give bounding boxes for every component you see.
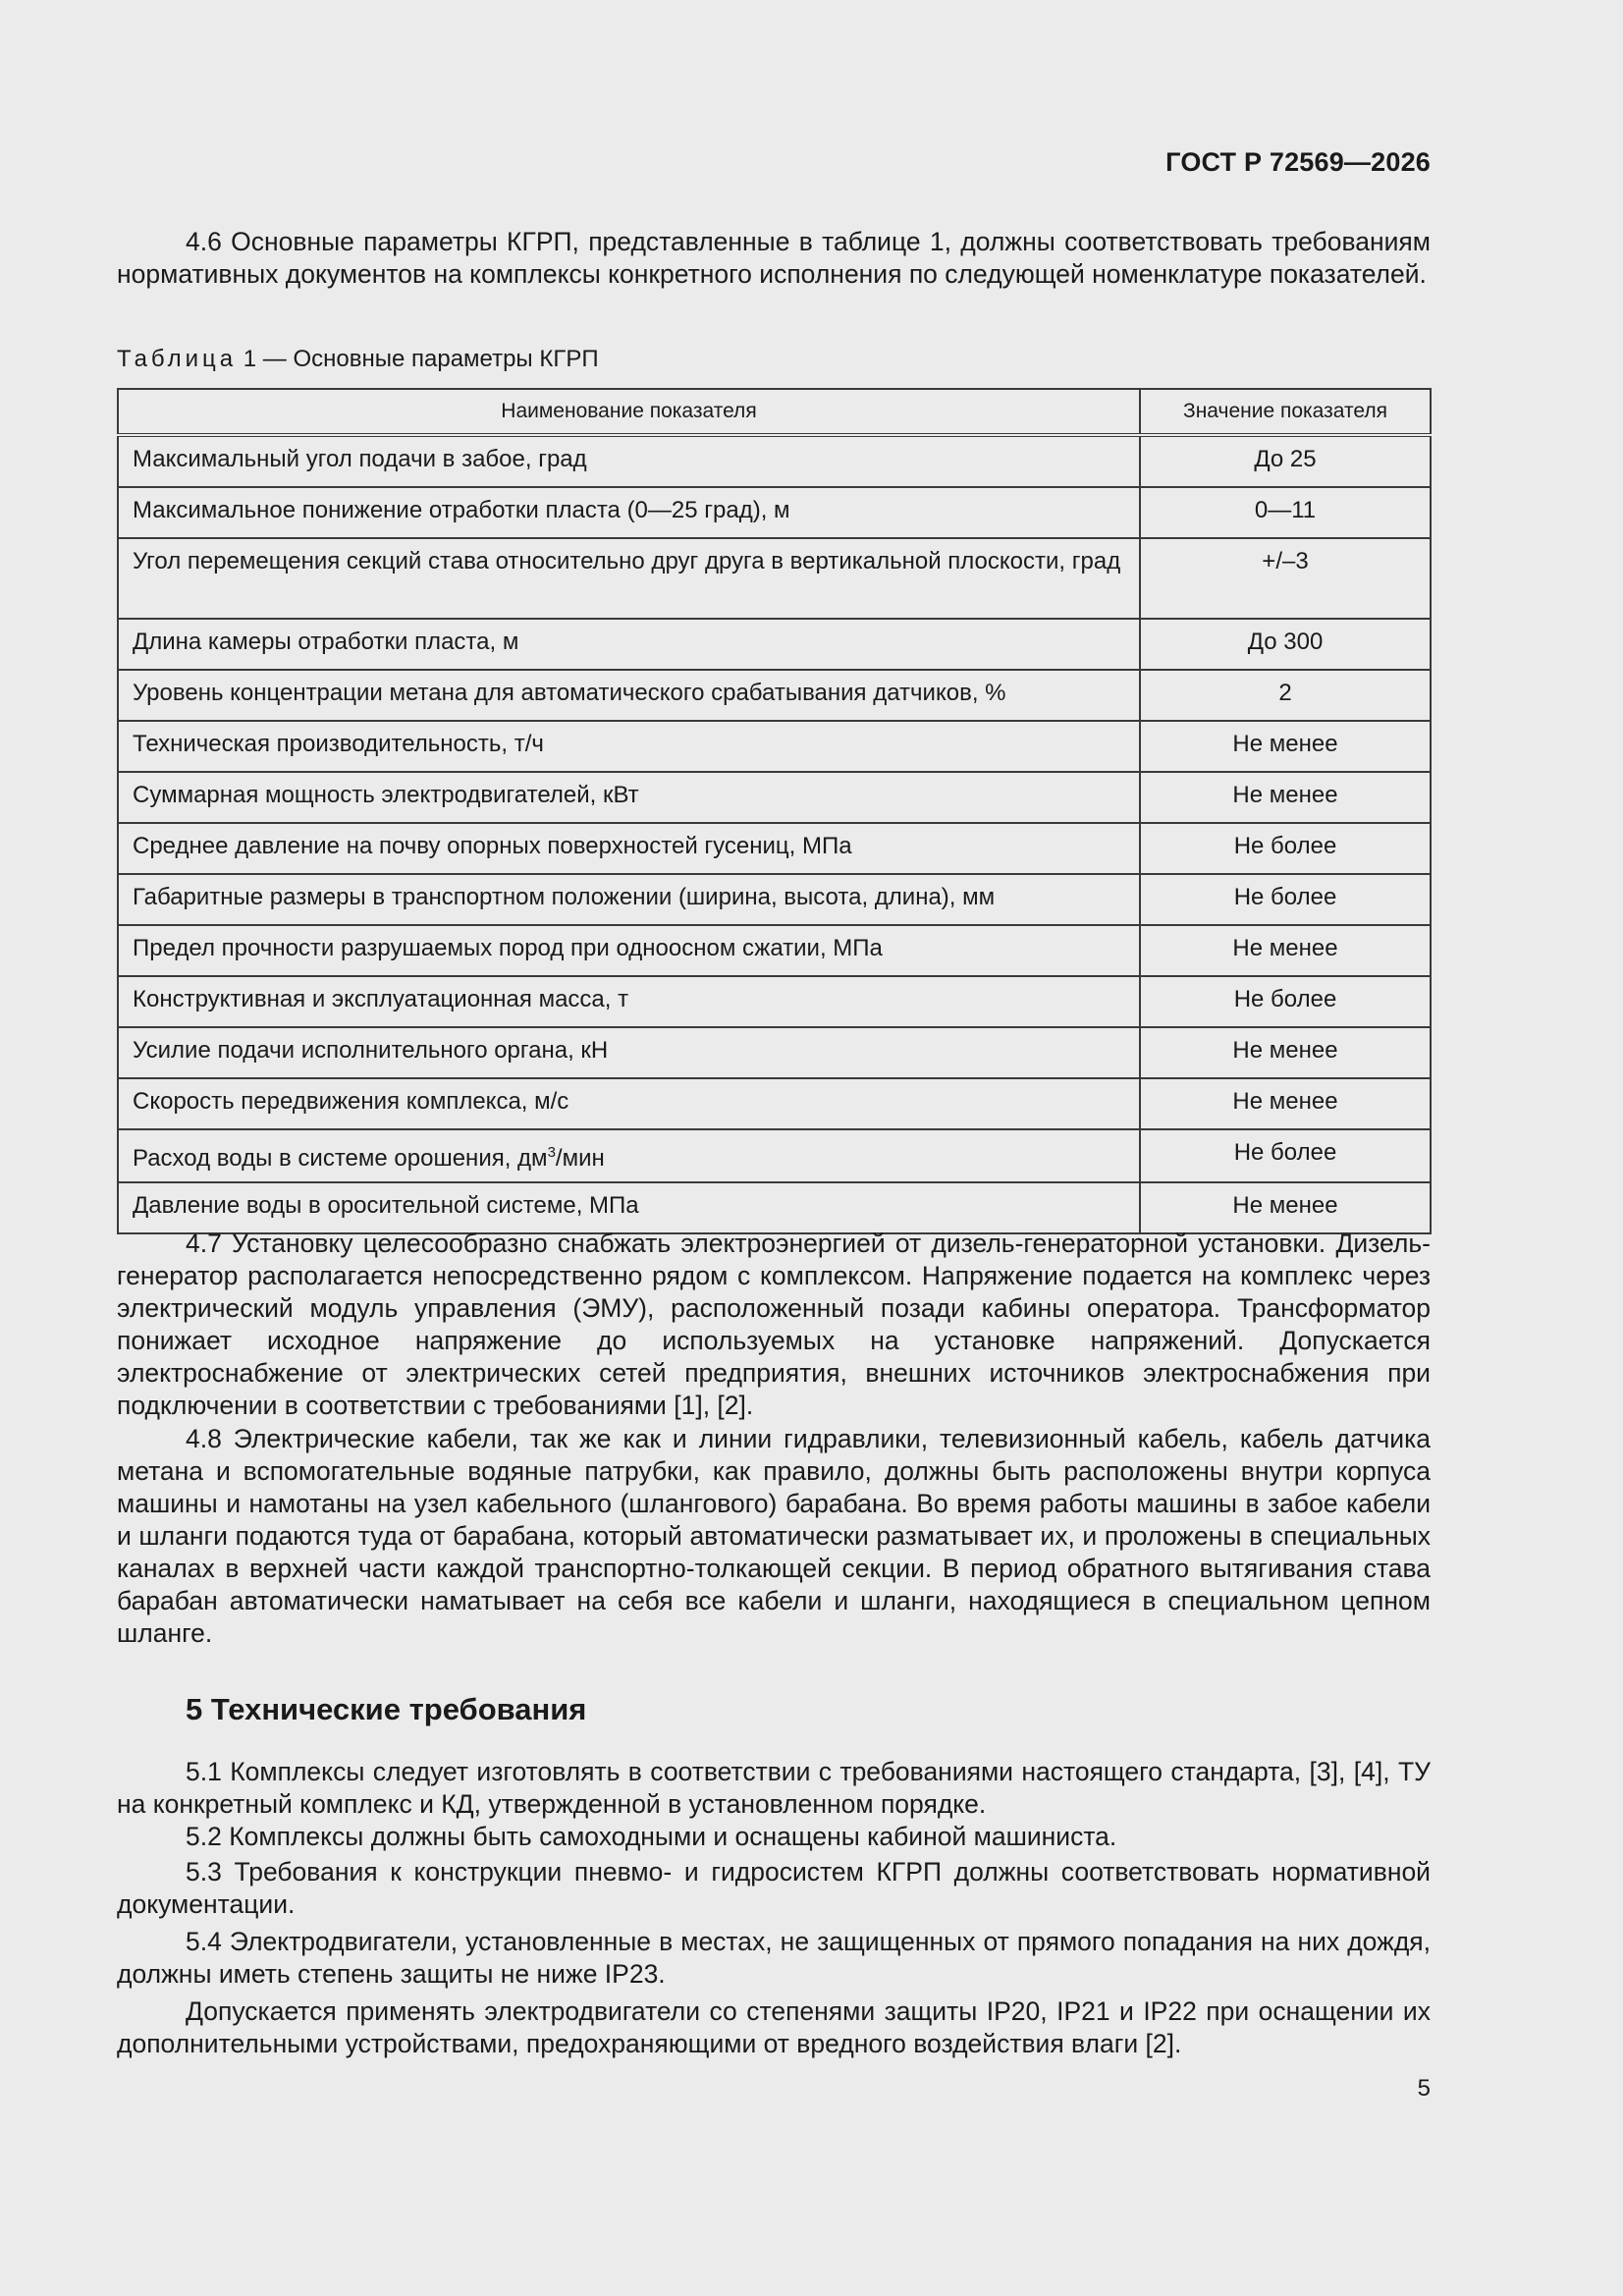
- row-value: Не менее: [1140, 1078, 1431, 1129]
- paragraph-4-6: 4.6 Основные параметры КГРП, представленные в таблице 1, должны соответствовать требованиям нормативных документов на комплексы конкретного исполнения по следующей номенклатуре показателей.: [117, 227, 1431, 289]
- row-name: Среднее давление на почву опорных поверхностей гусениц, МПа: [118, 823, 1140, 874]
- row-value: Не менее: [1140, 1182, 1431, 1233]
- paragraph-5-3: 5.3 Требования к конструкции пневмо- и гидросистем КГРП должны соответствовать нормативной документации.: [117, 1857, 1431, 1919]
- column-header-name: Наименование показателя: [118, 389, 1140, 435]
- document-id-header: ГОСТ Р 72569—2026: [1165, 147, 1431, 177]
- row-name: Усилие подачи исполнительного органа, кН: [118, 1027, 1140, 1078]
- row-name: Уровень концентрации метана для автоматического срабатывания датчиков, %: [118, 670, 1140, 721]
- section-5-title: 5 Технические требования: [186, 1692, 587, 1726]
- paragraph-5-2: 5.2 Комплексы должны быть самоходными и оснащены кабиной машиниста.: [186, 1822, 1117, 1851]
- table-row: [118, 487, 1431, 538]
- row-name: Скорость передвижения комплекса, м/с: [118, 1078, 1140, 1129]
- document-page: [117, 0, 1431, 2296]
- row-name: [118, 1129, 1140, 1182]
- paragraph-5-4: 5.4 Электродвигатели, установленные в местах, не защищенных от прямого попадания на них дождя, должны иметь степень защиты не ниже IP23.: [117, 1927, 1431, 1989]
- row-name: Максимальный угол подачи в забое, град: [118, 435, 1140, 487]
- table-row: [118, 670, 1431, 721]
- row-name-suffix: /мин: [555, 1145, 605, 1172]
- parameters-table: [117, 388, 1432, 1234]
- table-row: [118, 1129, 1431, 1182]
- table-row: [118, 1182, 1431, 1233]
- row-value: 0—11: [1140, 487, 1431, 538]
- table-row: [118, 1078, 1431, 1129]
- row-value: Не менее: [1140, 1027, 1431, 1078]
- row-name: Конструктивная и эксплуатационная масса, т: [118, 976, 1140, 1027]
- paragraph-5-1: 5.1 Комплексы следует изготовлять в соответствии с требованиями настоящего стандарта, [3], [4], ТУ на конкретный комплекс и КД, утвержденной в установленном порядке.: [117, 1757, 1431, 1819]
- table-row: [118, 435, 1431, 487]
- row-value: Не более: [1140, 976, 1431, 1027]
- row-value: Не более: [1140, 1129, 1431, 1182]
- paragraph-5-4-note: Допускается применять электродвигатели со степенями защиты IP20, IP21 и IP22 при оснащении их дополнительными устройствами, предохраняющими от вредного воздействия влаги [2].: [117, 1996, 1431, 2058]
- table-row: [118, 538, 1431, 619]
- column-header-value: Значение показателя: [1140, 389, 1431, 435]
- table-row: [118, 721, 1431, 772]
- row-name: Максимальное понижение отработки пласта (0—25 град), м: [118, 487, 1140, 538]
- row-value: Не более: [1140, 823, 1431, 874]
- table-row: [118, 976, 1431, 1027]
- row-value: Не более: [1140, 874, 1431, 925]
- table-row: [118, 772, 1431, 823]
- row-value: Не менее: [1140, 925, 1431, 976]
- table-row: [118, 1027, 1431, 1078]
- table-row: [118, 823, 1431, 874]
- row-name: Давление воды в оросительной системе, МПа: [118, 1182, 1140, 1233]
- row-name: Предел прочности разрушаемых пород при одноосном сжатии, МПа: [118, 925, 1140, 976]
- row-name: Длина камеры отработки пласта, м: [118, 619, 1140, 670]
- table-caption-text: 1 — Основные параметры КГРП: [237, 346, 599, 372]
- row-value: +/–3: [1140, 538, 1431, 619]
- paragraph-4-8: 4.8 Электрические кабели, так же как и линии гидравлики, телевизионный кабель, кабель датчика метана и вспомогательные водяные патрубки, как правило, должны быть расположены внутри корпуса машины и намотаны на узел кабельного (шлангового) барабана. Во время работы машины в забое кабели и шланги подаются туда от барабана, который автоматически разматывает их, и проложены в специальных каналах в верхней части каждой транспортно-толкающей секции. В период обратного вытягивания става барабан автоматически наматывает на себя все кабели и шланги, находящиеся в специальном цепном шланге.: [117, 1424, 1431, 1648]
- paragraph-4-7: 4.7 Установку целесообразно снабжать электроэнергией от дизель-генераторной установки. Дизель-генератор располагается непосредственно рядом с комплексом. Напряжение подается на комплекс через электрический модуль управления (ЭМУ), расположенный позади кабины оператора. Трансформатор понижает исходное напряжение до используемых на установке напряжений. Допускается электроснабжение от электрических сетей предприятия, внешних источников электроснабжения при подключении в соответствии с требованиями [1], [2].: [117, 1229, 1431, 1420]
- row-value: 2: [1140, 670, 1431, 721]
- row-name-text: Расход воды в системе орошения, дм: [133, 1145, 548, 1172]
- row-value: Не менее: [1140, 721, 1431, 772]
- row-name: Техническая производительность, т/ч: [118, 721, 1140, 772]
- table-row: [118, 619, 1431, 670]
- table-caption-prefix: Таблица: [117, 346, 238, 372]
- row-value: До 300: [1140, 619, 1431, 670]
- table-caption: [117, 346, 599, 373]
- row-name: Угол перемещения секций става относительно друг друга в вертикальной плоскости, град: [118, 538, 1140, 619]
- row-name-superscript: 3: [547, 1144, 556, 1161]
- table-header-row: [118, 389, 1431, 435]
- row-value: Не менее: [1140, 772, 1431, 823]
- row-value: До 25: [1140, 435, 1431, 487]
- table-row: [118, 874, 1431, 925]
- page-number: 5: [1417, 2075, 1431, 2102]
- row-name: Суммарная мощность электродвигателей, кВт: [118, 772, 1140, 823]
- table-row: [118, 925, 1431, 976]
- row-name: Габаритные размеры в транспортном положении (ширина, высота, длина), мм: [118, 874, 1140, 925]
